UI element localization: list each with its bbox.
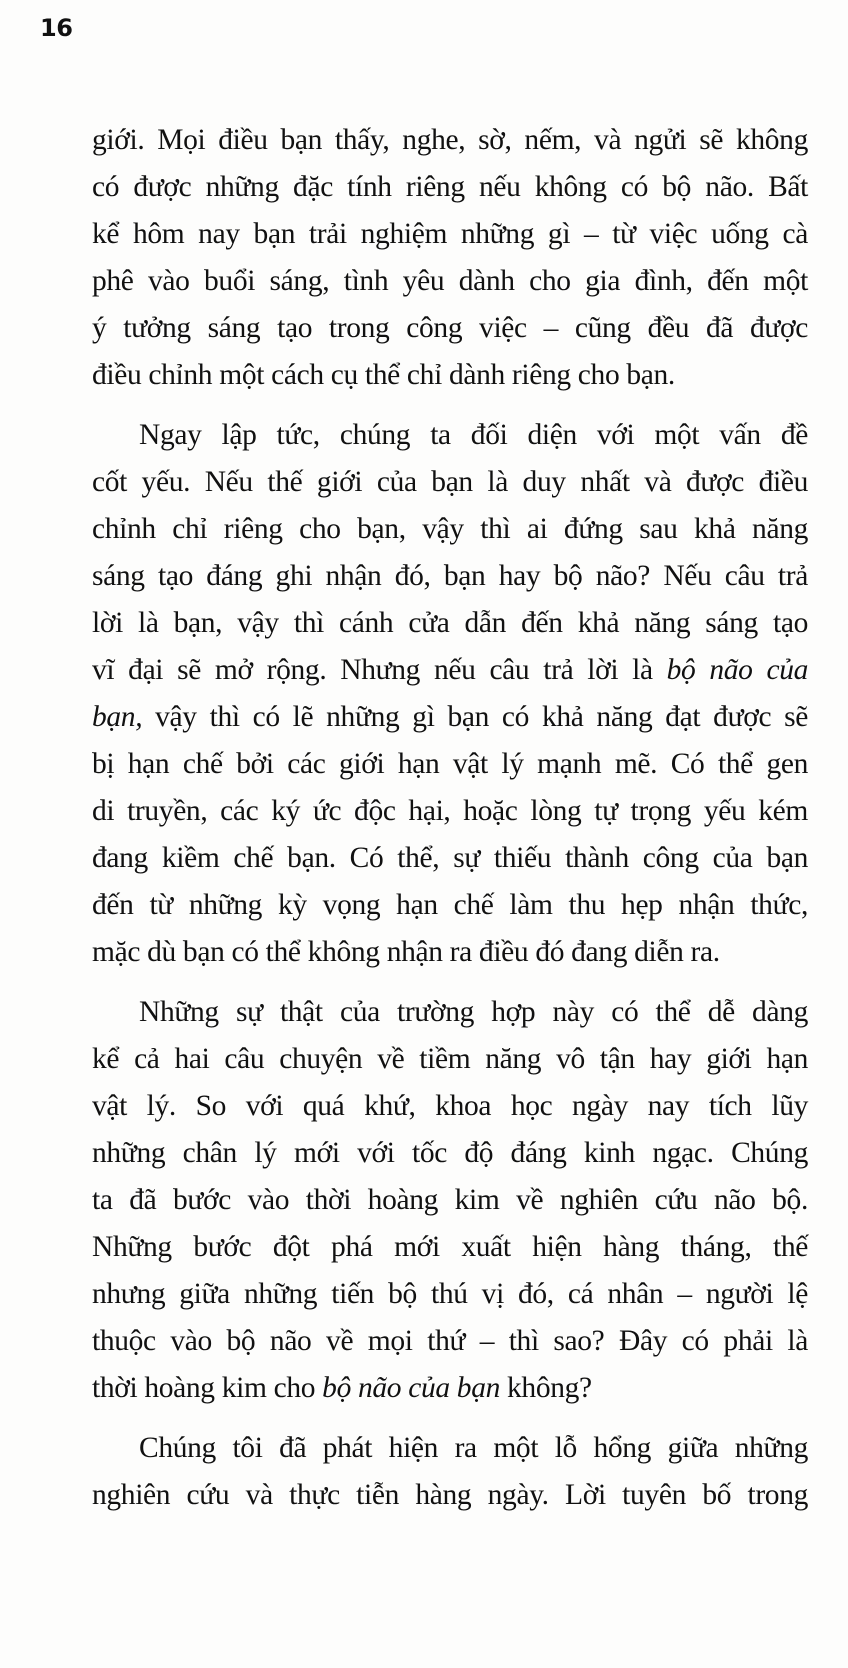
text-run: chỉnh chỉ riêng cho bạn, vậy thì ai đứng sau khả năng: [92, 513, 808, 545]
text-run: kể cả hai câu chuyện về tiềm năng vô tận hay giới hạn: [92, 1043, 808, 1075]
text-run: nhưng giữa những tiến bộ thú vị đó, cá nhân – người lệ: [92, 1278, 808, 1310]
text-run: Những sự thật của trường hợp này có thể dễ dàng: [139, 996, 808, 1028]
text-run: di truyền, các ký ức độc hại, hoặc lòng tự trọng yếu kém: [92, 795, 808, 827]
paragraph: [92, 117, 808, 399]
text-run: vậy thì có lẽ những gì bạn có khả năng đạt được sẽ: [142, 701, 808, 733]
text-line: [92, 258, 808, 305]
text-run: ý tưởng sáng tạo trong công việc – cũng đều đã được: [92, 312, 808, 344]
text-line: [92, 694, 808, 741]
text-run: lời là bạn, vậy thì cánh cửa dẫn đến khả năng sáng tạo: [92, 607, 808, 639]
body-text: [92, 117, 808, 1532]
text-line: [92, 835, 808, 882]
text-run: phê vào buổi sáng, tình yêu dành cho gia đình, đến một: [92, 265, 808, 297]
text-line: [92, 788, 808, 835]
text-run: Chúng tôi đã phát hiện ra một lỗ hổng giữa những: [139, 1432, 808, 1464]
paragraph: [92, 989, 808, 1412]
text-line: [92, 1083, 808, 1130]
text-line: [92, 647, 808, 694]
text-line: [92, 600, 808, 647]
text-run: sáng tạo đáng ghi nhận đó, bạn hay bộ não? Nếu câu trả: [92, 560, 808, 592]
text-run: nghiên cứu và thực tiễn hàng ngày. Lời tuyên bố trong: [92, 1479, 808, 1511]
text-line: [92, 1425, 808, 1472]
text-run: không?: [500, 1372, 592, 1404]
text-run: thuộc vào bộ não về mọi thứ – thì sao? Đây có phải là: [92, 1325, 808, 1357]
text-run: ta đã bước vào thời hoàng kim về nghiên cứu não bộ.: [92, 1184, 808, 1216]
text-run: cốt yếu. Nếu thế giới của bạn là duy nhất và được điều: [92, 466, 808, 498]
text-line: [92, 989, 808, 1036]
text-run: thời hoàng kim cho: [92, 1372, 323, 1404]
text-line: [92, 1271, 808, 1318]
text-line: [92, 352, 808, 399]
text-run: kể hôm nay bạn trải nghiệm những gì – từ việc uống cà: [92, 218, 808, 250]
text-line: [92, 882, 808, 929]
text-run: Những bước đột phá mới xuất hiện hàng tháng, thế: [92, 1231, 808, 1263]
text-run: đến từ những kỳ vọng hạn chế làm thu hẹp nhận thức,: [92, 889, 808, 921]
text-line: [92, 929, 808, 976]
italic-text: bộ não của bạn: [322, 1372, 500, 1404]
text-line: [92, 459, 808, 506]
text-line: [92, 506, 808, 553]
text-line: [92, 1177, 808, 1224]
text-line: [92, 412, 808, 459]
text-line: [92, 1130, 808, 1177]
paragraph: [92, 1425, 808, 1519]
text-line: [92, 117, 808, 164]
text-line: [92, 164, 808, 211]
text-run: đang kiềm chế bạn. Có thể, sự thiếu thành công của bạn: [92, 842, 808, 874]
text-line: [92, 1365, 808, 1412]
text-line: [92, 1036, 808, 1083]
text-line: [92, 1472, 808, 1519]
text-line: [92, 211, 808, 258]
paragraph: [92, 412, 808, 976]
italic-text: bạn,: [92, 701, 143, 733]
text-run: Ngay lập tức, chúng ta đối diện với một vấn đề: [139, 419, 808, 451]
italic-text: bộ não của: [666, 654, 809, 686]
text-line: [92, 553, 808, 600]
text-line: [92, 741, 808, 788]
text-line: [92, 305, 808, 352]
text-line: [92, 1224, 808, 1271]
text-run: vật lý. So với quá khứ, khoa học ngày nay tích lũy: [92, 1090, 808, 1122]
text-run: giới. Mọi điều bạn thấy, nghe, sờ, nếm, và ngửi sẽ không: [92, 124, 808, 156]
text-run: có được những đặc tính riêng nếu không có bộ não. Bất: [92, 171, 808, 203]
text-run: những chân lý mới với tốc độ đáng kinh ngạc. Chúng: [92, 1137, 808, 1169]
text-run: bị hạn chế bởi các giới hạn vật lý mạnh mẽ. Có thể gen: [92, 748, 808, 780]
text-run: điều chỉnh một cách cụ thể chỉ dành riêng cho bạn.: [92, 359, 675, 391]
text-run: vĩ đại sẽ mở rộng. Nhưng nếu câu trả lời là: [92, 654, 667, 686]
text-run: mặc dù bạn có thể không nhận ra điều đó đang diễn ra.: [92, 936, 720, 968]
page-number: 16: [40, 14, 73, 42]
text-line: [92, 1318, 808, 1365]
